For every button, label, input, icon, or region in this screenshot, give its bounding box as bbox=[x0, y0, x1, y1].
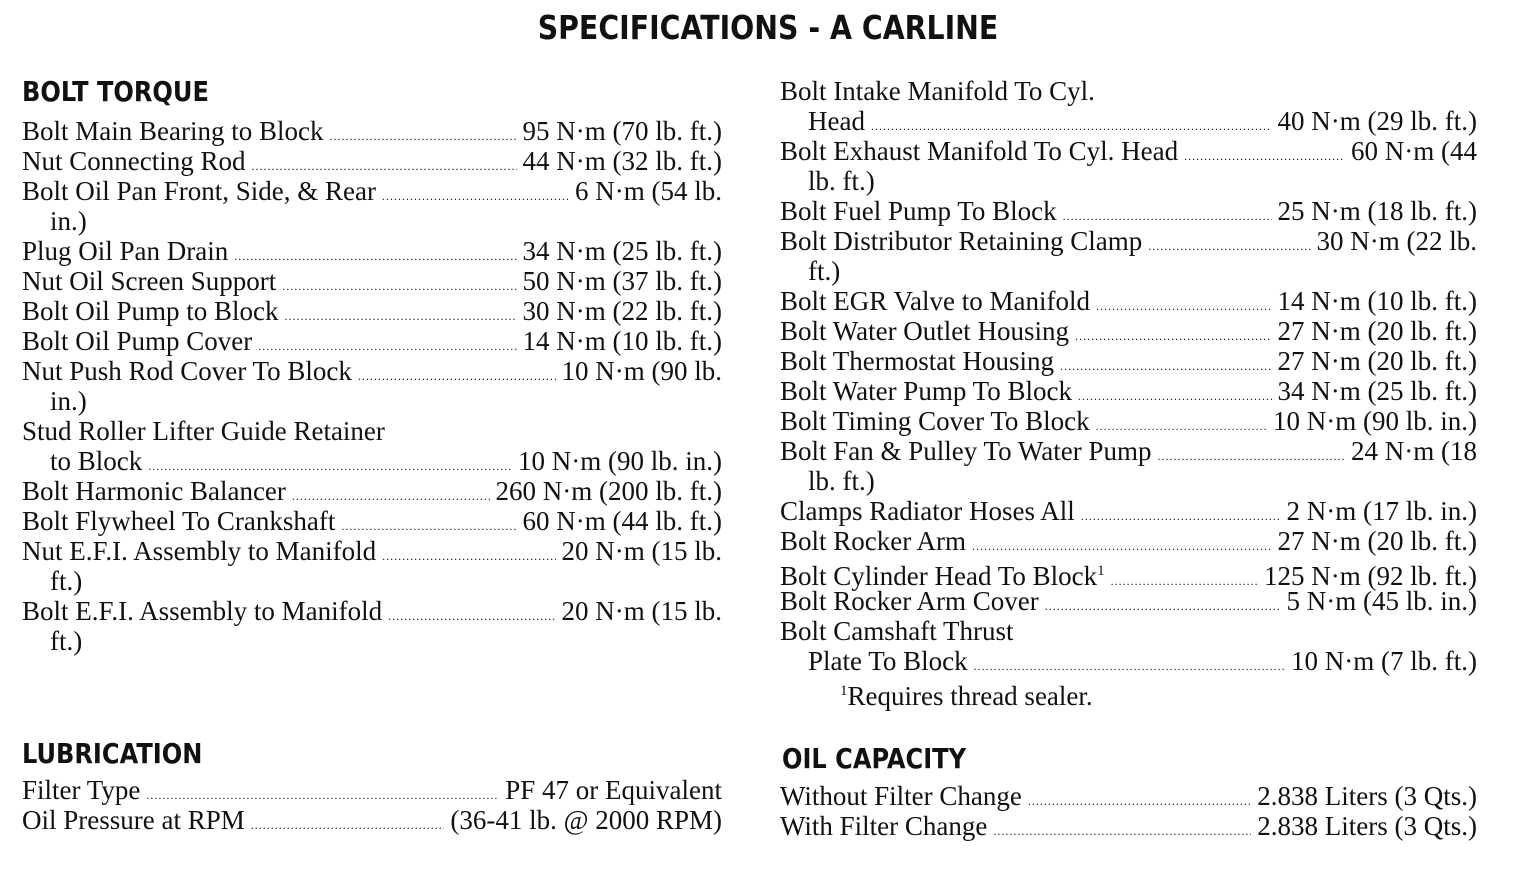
spec-label bbox=[780, 406, 1090, 436]
spec-row bbox=[780, 316, 1477, 346]
spec-label bbox=[22, 236, 228, 266]
spec-value-continued: ft.) bbox=[50, 626, 83, 656]
spec-label-text: Bolt Oil Pump Cover bbox=[22, 326, 253, 356]
spec-value-continued: lb. ft.) bbox=[808, 466, 875, 496]
spec-value: 2.838 Liters (3 Qts.) bbox=[1257, 811, 1477, 841]
spec-row bbox=[22, 356, 722, 386]
spec-row bbox=[780, 586, 1477, 616]
spec-label-text: Nut Oil Screen Support bbox=[22, 266, 277, 296]
spec-label-text: Oil Pressure at RPM bbox=[22, 805, 245, 835]
leader-dots bbox=[358, 356, 556, 391]
lubrication-list bbox=[22, 775, 722, 835]
spec-value: 2.838 Liters (3 Qts.) bbox=[1257, 781, 1477, 811]
spec-row bbox=[780, 136, 1477, 166]
spec-row bbox=[780, 346, 1477, 376]
spec-label-text: Bolt Rocker Arm Cover bbox=[780, 586, 1039, 616]
spec-label-line: Bolt Intake Manifold To Cyl. bbox=[780, 76, 1095, 106]
spec-label-text: Bolt Oil Pump to Block bbox=[22, 296, 279, 326]
spec-label bbox=[780, 781, 1022, 811]
spec-row bbox=[780, 436, 1477, 466]
spec-label bbox=[780, 136, 1178, 166]
spec-label bbox=[22, 326, 252, 356]
spec-label-text: Bolt E.F.I. Assembly to Manifold bbox=[22, 596, 383, 626]
leader-dots bbox=[388, 596, 555, 631]
spec-value: 14 N·m (10 lb. ft.) bbox=[522, 326, 722, 356]
spec-value: 25 N·m (18 lb. ft.) bbox=[1277, 196, 1477, 226]
spec-value: 24 N·m (18 bbox=[1351, 436, 1477, 466]
spec-label bbox=[780, 811, 987, 841]
spec-value: 10 N·m (90 lb. bbox=[561, 356, 722, 386]
spec-label bbox=[22, 116, 323, 146]
spec-label bbox=[22, 266, 276, 296]
spec-row bbox=[22, 266, 722, 296]
spec-label-text: Nut Connecting Rod bbox=[22, 146, 246, 176]
spec-label-text: Bolt Main Bearing to Block bbox=[22, 116, 324, 146]
spec-label: Plate To Block bbox=[808, 646, 968, 676]
footnote-mark: 1 bbox=[1097, 563, 1105, 579]
spec-label bbox=[780, 226, 1142, 256]
spec-value: 50 N·m (37 lb. ft.) bbox=[522, 266, 722, 296]
spec-label-text: Bolt Oil Pan Front, Side, & Rear bbox=[22, 176, 376, 206]
spec-row bbox=[780, 406, 1477, 436]
spec-label-line: Stud Roller Lifter Guide Retainer bbox=[22, 416, 385, 446]
spec-row bbox=[780, 526, 1477, 556]
leader-dots bbox=[1157, 436, 1345, 471]
spec-row bbox=[22, 146, 722, 176]
spec-value: 44 N·m (32 lb. ft.) bbox=[522, 146, 722, 176]
spec-row bbox=[22, 805, 722, 835]
spec-label-text: Bolt EGR Valve to Manifold bbox=[780, 286, 1090, 316]
leader-dots bbox=[251, 805, 445, 840]
spec-row bbox=[780, 226, 1477, 256]
spec-label bbox=[780, 586, 1039, 616]
spec-value: 40 N·m (29 lb. ft.) bbox=[1277, 106, 1477, 136]
spec-value: 10 N·m (90 lb. in.) bbox=[518, 446, 722, 476]
spec-value: 30 N·m (22 lb. ft.) bbox=[522, 296, 722, 326]
spec-label-text: Bolt Cylinder Head To Block bbox=[780, 561, 1098, 591]
footnote-text: Requires thread sealer. bbox=[847, 681, 1093, 711]
spec-label-text: Bolt Harmonic Balancer bbox=[22, 476, 286, 506]
leader-dots bbox=[993, 811, 1251, 846]
spec-row bbox=[780, 376, 1477, 406]
spec-label bbox=[22, 805, 245, 835]
spec-label bbox=[780, 346, 1054, 376]
spec-value: 260 N·m (200 lb. ft.) bbox=[495, 476, 722, 506]
spec-row bbox=[780, 286, 1477, 316]
spec-value: 10 N·m (90 lb. in.) bbox=[1273, 406, 1477, 436]
oil-capacity-list bbox=[780, 781, 1477, 841]
spec-value: 34 N·m (25 lb. ft.) bbox=[522, 236, 722, 266]
spec-label: to Block bbox=[50, 446, 143, 476]
spec-label-text: Filter Type bbox=[22, 775, 141, 805]
spec-label bbox=[22, 296, 279, 326]
spec-label-text: Bolt Timing Cover To Block bbox=[780, 406, 1090, 436]
leader-dots bbox=[1148, 226, 1310, 261]
spec-row bbox=[780, 556, 1477, 591]
spec-label bbox=[780, 286, 1090, 316]
spec-label-text: Bolt Fuel Pump To Block bbox=[780, 196, 1057, 226]
spec-value: 14 N·m (10 lb. ft.) bbox=[1277, 286, 1477, 316]
spec-label bbox=[22, 506, 335, 536]
spec-value: 27 N·m (20 lb. ft.) bbox=[1277, 346, 1477, 376]
spec-value-continued: ft.) bbox=[50, 566, 83, 596]
spec-label bbox=[780, 316, 1069, 346]
page-title: SPECIFICATIONS - A CARLINE bbox=[537, 8, 999, 47]
spec-row bbox=[22, 326, 722, 356]
spec-value: 27 N·m (20 lb. ft.) bbox=[1277, 316, 1477, 346]
spec-value-continued: ft.) bbox=[808, 256, 841, 286]
spec-row bbox=[22, 236, 722, 266]
spec-label: Head bbox=[808, 106, 865, 136]
spec-value: 6 N·m (54 lb. bbox=[575, 176, 722, 206]
spec-label-text: Bolt Rocker Arm bbox=[780, 526, 966, 556]
spec-value: 95 N·m (70 lb. ft.) bbox=[522, 116, 722, 146]
spec-label bbox=[780, 526, 966, 556]
spec-row bbox=[780, 811, 1477, 841]
leader-dots bbox=[1045, 586, 1281, 621]
spec-value-continued: in.) bbox=[50, 386, 87, 416]
spec-row bbox=[22, 775, 722, 805]
spec-label-text: With Filter Change bbox=[780, 811, 988, 841]
spec-label bbox=[780, 436, 1151, 466]
bolt-torque-heading: BOLT TORQUE bbox=[22, 75, 209, 108]
leader-dots bbox=[1184, 136, 1345, 171]
spec-label-text: Nut Push Rod Cover To Block bbox=[22, 356, 352, 386]
spec-value: 60 N·m (44 lb. ft.) bbox=[522, 506, 722, 536]
spec-row bbox=[780, 781, 1477, 811]
leader-dots bbox=[382, 536, 555, 571]
bolt-torque-list-left bbox=[22, 116, 722, 656]
spec-label-line: Bolt Camshaft Thrust bbox=[780, 616, 1014, 646]
spec-value-continued: lb. ft.) bbox=[808, 166, 875, 196]
spec-label bbox=[780, 376, 1072, 406]
spec-label-text: Without Filter Change bbox=[780, 781, 1022, 811]
spec-value: 27 N·m (20 lb. ft.) bbox=[1277, 526, 1477, 556]
spec-row bbox=[22, 536, 722, 566]
spec-label bbox=[22, 775, 140, 805]
spec-row bbox=[22, 446, 722, 476]
spec-row bbox=[780, 496, 1477, 526]
spec-row bbox=[780, 196, 1477, 226]
spec-label bbox=[22, 146, 246, 176]
spec-label bbox=[780, 496, 1075, 526]
spec-value: (36-41 lb. @ 2000 RPM) bbox=[450, 805, 722, 835]
spec-value: 10 N·m (7 lb. ft.) bbox=[1291, 646, 1477, 676]
spec-row bbox=[22, 116, 722, 146]
spec-row bbox=[22, 506, 722, 536]
footnote-mark: 1 bbox=[840, 683, 848, 699]
spec-label bbox=[22, 476, 286, 506]
spec-label-text: Bolt Thermostat Housing bbox=[780, 346, 1054, 376]
spec-label bbox=[22, 356, 352, 386]
spec-value: 125 N·m (92 lb. ft.) bbox=[1264, 561, 1477, 591]
leader-dots bbox=[382, 176, 569, 211]
spec-label bbox=[780, 196, 1057, 226]
spec-label-text: Bolt Distributor Retaining Clamp bbox=[780, 226, 1143, 256]
spec-value: 5 N·m (45 lb. in.) bbox=[1286, 586, 1477, 616]
spec-value-continued: in.) bbox=[50, 206, 87, 236]
spec-value: 20 N·m (15 lb. bbox=[561, 536, 722, 566]
oil-capacity-heading: OIL CAPACITY bbox=[782, 742, 967, 775]
spec-value: 2 N·m (17 lb. in.) bbox=[1286, 496, 1477, 526]
spec-label-text: Bolt Flywheel To Crankshaft bbox=[22, 506, 336, 536]
spec-label bbox=[22, 596, 382, 626]
spec-value: 34 N·m (25 lb. ft.) bbox=[1277, 376, 1477, 406]
spec-row bbox=[22, 176, 722, 206]
spec-label-text: Plug Oil Pan Drain bbox=[22, 236, 229, 266]
bolt-torque-list-right bbox=[780, 76, 1477, 711]
spec-value: 30 N·m (22 lb. bbox=[1316, 226, 1477, 256]
spec-label-text: Bolt Exhaust Manifold To Cyl. Head bbox=[780, 136, 1179, 166]
spec-label-text: Clamps Radiator Hoses All bbox=[780, 496, 1075, 526]
spec-label-text: Bolt Water Outlet Housing bbox=[780, 316, 1070, 346]
spec-row bbox=[780, 646, 1477, 676]
spec-label bbox=[22, 536, 376, 566]
spec-value: 60 N·m (44 bbox=[1351, 136, 1477, 166]
spec-label bbox=[22, 176, 376, 206]
spec-row bbox=[780, 106, 1477, 136]
spec-label-text: Bolt Water Pump To Block bbox=[780, 376, 1072, 406]
spec-label-text: Bolt Fan & Pulley To Water Pump bbox=[780, 436, 1152, 466]
spec-value: PF 47 or Equivalent bbox=[505, 775, 722, 805]
spec-row bbox=[22, 296, 722, 326]
spec-value: 20 N·m (15 lb. bbox=[561, 596, 722, 626]
spec-row bbox=[22, 596, 722, 626]
spec-row bbox=[22, 476, 722, 506]
lubrication-heading: LUBRICATION bbox=[22, 737, 203, 770]
spec-label-text: Nut E.F.I. Assembly to Manifold bbox=[22, 536, 377, 566]
